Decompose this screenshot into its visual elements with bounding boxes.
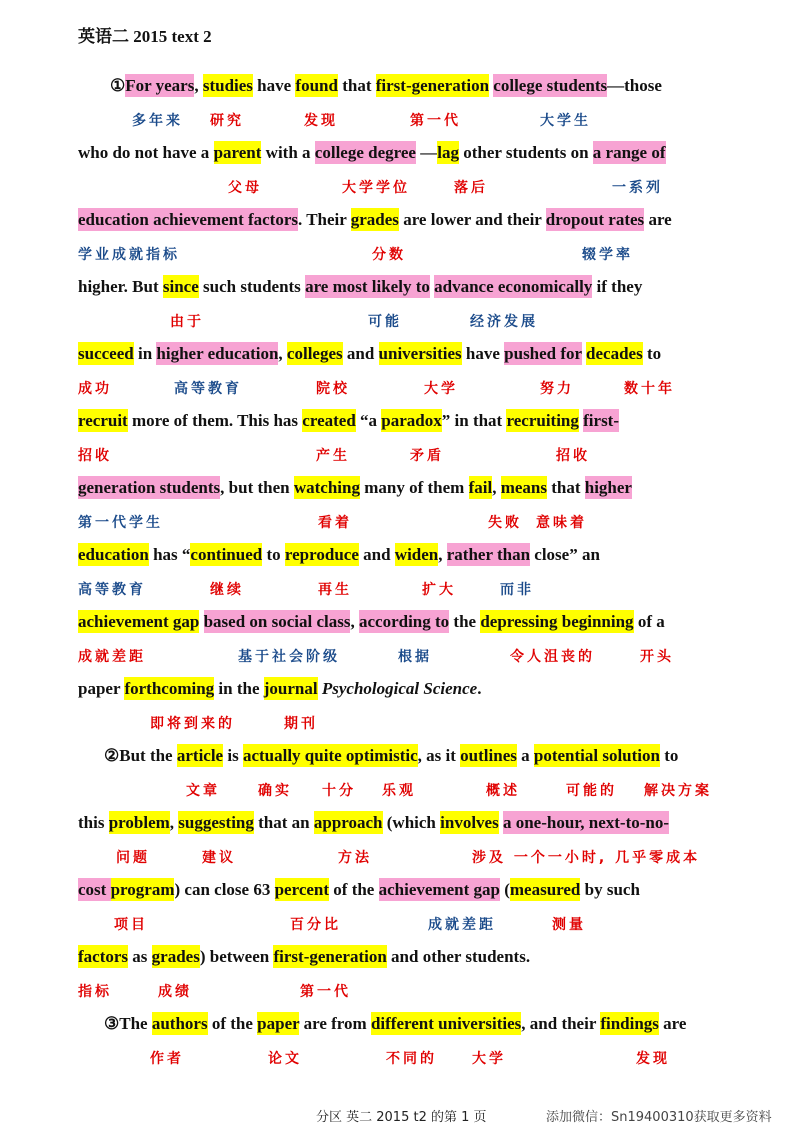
passage-text: , <box>194 76 203 95</box>
passage-text: , <box>278 344 287 363</box>
highlighted-term: suggesting <box>178 813 254 832</box>
chinese-gloss: 高等教育 <box>78 582 146 598</box>
passage-text: — <box>415 143 438 162</box>
highlighted-term: parent <box>213 143 262 162</box>
chinese-gloss: 可能 <box>368 314 402 330</box>
passage-text: of the <box>329 880 379 899</box>
chinese-gloss: 学业成就指标 <box>78 247 180 263</box>
highlighted-term: advance economically <box>434 277 593 296</box>
highlighted-term: based on social class <box>203 612 351 631</box>
chinese-gloss: 即将到来的 <box>150 716 235 732</box>
passage-text: , as it <box>417 746 461 765</box>
highlighted-term: problem <box>108 813 170 832</box>
highlighted-term: paradox <box>381 411 442 430</box>
passage-text: as <box>128 947 152 966</box>
highlighted-term: higher <box>584 478 632 497</box>
highlighted-term: succeed <box>78 344 134 363</box>
highlighted-term: journal <box>263 679 318 698</box>
passage-text: . <box>477 679 482 698</box>
chinese-gloss: 不同的 <box>386 1051 437 1067</box>
passage-text: of the <box>207 1014 258 1033</box>
passage-text: in <box>133 344 157 363</box>
highlighted-term: first- <box>583 411 620 430</box>
passage-line <box>104 744 780 768</box>
chinese-gloss: 第一代 <box>410 113 461 129</box>
passage-text: that <box>546 478 585 497</box>
passage-line <box>78 543 780 567</box>
passage-text: that an <box>253 813 314 832</box>
passage-text: to <box>659 746 679 765</box>
highlighted-term: authors <box>151 1014 208 1033</box>
highlighted-term: cost <box>78 880 111 899</box>
chinese-gloss: 大学生 <box>540 113 591 129</box>
highlighted-term: forthcoming <box>124 679 215 698</box>
passage-text: and <box>358 545 395 564</box>
highlighted-term: colleges <box>286 344 343 363</box>
passage-text: to <box>642 344 662 363</box>
highlighted-term: findings <box>600 1014 659 1033</box>
chinese-gloss: 概述 <box>486 783 520 799</box>
chinese-gloss: 数十年 <box>624 381 675 397</box>
chinese-gloss: 项目 <box>114 917 148 933</box>
highlighted-term: found <box>295 76 338 95</box>
passage-text: and other students. <box>386 947 531 966</box>
passage-text: higher. But <box>78 277 163 296</box>
highlighted-term: first-generation <box>273 947 387 966</box>
chinese-gloss: 扩大 <box>422 582 456 598</box>
chinese-gloss: 一系列 <box>612 180 663 196</box>
highlighted-term: rather than <box>446 545 531 564</box>
chinese-gloss: 指标 <box>78 984 112 1000</box>
highlighted-term: actually quite optimistic <box>242 746 418 765</box>
passage-line <box>78 342 780 366</box>
chinese-gloss: 父母 <box>228 180 262 196</box>
chinese-gloss: 院校 <box>316 381 350 397</box>
highlighted-term: achievement gap <box>378 880 500 899</box>
highlighted-term: recruit <box>78 411 128 430</box>
chinese-gloss: 招收 <box>78 448 112 464</box>
chinese-gloss: 努力 <box>540 381 574 397</box>
chinese-gloss: 第一代 <box>300 984 351 1000</box>
highlighted-term: since <box>162 277 199 296</box>
highlighted-term: reproduce <box>284 545 359 564</box>
passage-text: has “ <box>148 545 191 564</box>
passage-text: more of them. This has <box>127 411 303 430</box>
chinese-gloss: 而非 <box>500 582 534 598</box>
highlighted-term: college students <box>493 76 608 95</box>
passage-text: if they <box>592 277 643 296</box>
passage-text <box>199 610 203 633</box>
highlighted-term: are most likely to <box>305 277 430 296</box>
highlighted-term: continued <box>190 545 263 564</box>
chinese-gloss: 发现 <box>304 113 338 129</box>
chinese-gloss: 成就差距 <box>428 917 496 933</box>
highlighted-term: percent <box>274 880 330 899</box>
passage-text: in the <box>214 679 264 698</box>
chinese-gloss: 辍学率 <box>582 247 633 263</box>
chinese-gloss: 解决方案 <box>644 783 712 799</box>
highlighted-term: involves <box>440 813 499 832</box>
chinese-gloss: 开头 <box>640 649 674 665</box>
highlighted-term: fail <box>468 478 493 497</box>
passage-text: such students <box>198 277 306 296</box>
chinese-gloss: 发现 <box>636 1051 670 1067</box>
chinese-gloss: 经济发展 <box>470 314 538 330</box>
page-title: 英语二 2015 text 2 <box>78 27 212 46</box>
passage-text: , but then <box>220 478 294 497</box>
chinese-gloss: 再生 <box>318 582 352 598</box>
passage-text: ) between <box>199 947 274 966</box>
highlighted-term: measured <box>509 880 581 899</box>
highlighted-term: a range of <box>592 143 666 162</box>
chinese-gloss: 涉及 一个一小时, 几乎零成本 <box>472 850 701 866</box>
passage-text: , <box>169 813 179 832</box>
passage-text: —those <box>607 76 662 95</box>
passage-line <box>78 476 780 500</box>
chinese-gloss: 文章 <box>186 783 220 799</box>
passage-text: is <box>223 746 243 765</box>
passage-line <box>110 74 780 98</box>
chinese-gloss: 成绩 <box>158 984 192 1000</box>
chinese-gloss: 作者 <box>150 1051 184 1067</box>
chinese-gloss: 百分比 <box>290 917 341 933</box>
highlighted-term: achievement gap <box>78 612 200 631</box>
highlighted-term: generation students <box>78 478 221 497</box>
highlighted-term: paper <box>257 1014 300 1033</box>
highlighted-term: pushed for <box>504 344 582 363</box>
chinese-gloss: 期刊 <box>284 716 318 732</box>
watermark-text: 添加微信：Sn19400310获取更多资料 <box>546 1110 772 1125</box>
highlighted-term: For years <box>125 76 195 95</box>
passage-text: that <box>337 76 376 95</box>
highlighted-term: program <box>110 880 175 899</box>
passage-text: this <box>78 813 109 832</box>
chinese-gloss: 可能的 <box>566 783 617 799</box>
passage-text: (which <box>382 813 441 832</box>
passage-line <box>78 945 780 969</box>
passage-text: ① <box>110 76 126 95</box>
passage-text: ” in that <box>441 411 507 430</box>
highlighted-term: watching <box>293 478 360 497</box>
passage-text: have <box>461 344 505 363</box>
chinese-gloss: 由于 <box>170 314 204 330</box>
chinese-gloss: 测量 <box>552 917 586 933</box>
passage-text: are from <box>299 1014 371 1033</box>
passage-text: of a <box>633 612 665 631</box>
passage-text: paper <box>78 679 125 698</box>
chinese-gloss: 大学 <box>424 381 458 397</box>
passage-text: ③The <box>104 1014 152 1033</box>
chinese-gloss: 看着 <box>318 515 352 531</box>
highlighted-term: decades <box>586 344 643 363</box>
passage-line <box>78 208 780 232</box>
passage-line <box>78 878 780 902</box>
passage-text: a <box>516 746 534 765</box>
chinese-gloss: 分数 <box>372 247 406 263</box>
chinese-gloss: 高等教育 <box>174 381 242 397</box>
chinese-gloss: 成功 <box>78 381 112 397</box>
chinese-gloss: 意味着 <box>536 515 587 531</box>
chinese-gloss: 继续 <box>210 582 244 598</box>
passage-text: are <box>644 210 672 229</box>
passage-text: Psychological Science <box>321 679 478 698</box>
highlighted-term: recruiting <box>506 411 579 430</box>
passage-text: to <box>262 545 285 564</box>
highlighted-term: potential solution <box>533 746 660 765</box>
passage-text: who do not have a <box>78 143 214 162</box>
highlighted-term: lag <box>437 143 459 162</box>
highlighted-term: education achievement factors <box>78 210 299 229</box>
passage-text: ②But the <box>104 746 177 765</box>
passage-line <box>78 275 780 299</box>
passage-text: . Their <box>298 210 351 229</box>
highlighted-term: different universities <box>370 1014 522 1033</box>
passage-text: ( <box>499 880 510 899</box>
passage-text: other students on <box>458 143 593 162</box>
chinese-gloss: 建议 <box>202 850 236 866</box>
highlighted-term: first-generation <box>375 76 490 95</box>
highlighted-term: a one-hour, next-to-no- <box>502 813 670 832</box>
highlighted-term: outlines <box>460 746 517 765</box>
chinese-gloss: 乐观 <box>382 783 416 799</box>
highlighted-term: higher education <box>156 344 279 363</box>
chinese-gloss: 研究 <box>210 113 244 129</box>
chinese-gloss: 矛盾 <box>410 448 444 464</box>
passage-text: many of them <box>359 478 469 497</box>
highlighted-term: factors <box>78 947 129 966</box>
passage-line <box>78 141 780 165</box>
highlighted-term: means <box>500 478 547 497</box>
passage-text: , <box>350 612 359 631</box>
chinese-gloss: 根据 <box>398 649 432 665</box>
highlighted-term: universities <box>378 344 462 363</box>
passage-text: have <box>252 76 296 95</box>
passage-line <box>78 610 780 634</box>
passage-line <box>104 1012 780 1036</box>
chinese-gloss: 确实 <box>258 783 292 799</box>
highlighted-term: approach <box>313 813 383 832</box>
passage-line <box>78 677 780 701</box>
chinese-gloss: 多年来 <box>132 113 183 129</box>
highlighted-term: college degree <box>314 143 416 162</box>
chinese-gloss: 基于社会阶级 <box>238 649 340 665</box>
passage-line <box>78 811 780 835</box>
chinese-gloss: 大学学位 <box>342 180 410 196</box>
passage-text: “a <box>355 411 382 430</box>
chinese-gloss: 第一代学生 <box>78 515 163 531</box>
passage-text: with a <box>261 143 315 162</box>
chinese-gloss: 失败 <box>488 515 522 531</box>
chinese-gloss: 令人沮丧的 <box>510 649 595 665</box>
chinese-gloss: 招收 <box>556 448 590 464</box>
highlighted-term: grades <box>151 947 200 966</box>
highlighted-term: article <box>176 746 224 765</box>
highlighted-term: dropout rates <box>545 210 645 229</box>
chinese-gloss: 成就差距 <box>78 649 146 665</box>
passage-text: the <box>449 612 481 631</box>
chinese-gloss: 大学 <box>472 1051 506 1067</box>
passage-text: and <box>342 344 379 363</box>
chinese-gloss: 十分 <box>322 783 356 799</box>
highlighted-term: grades <box>350 210 399 229</box>
highlighted-term: education <box>78 545 149 564</box>
highlighted-term: widen <box>394 545 439 564</box>
chinese-gloss: 论文 <box>268 1051 302 1067</box>
passage-text: close” an <box>530 545 600 564</box>
passage-line <box>78 409 780 433</box>
chinese-gloss: 问题 <box>116 850 150 866</box>
passage-text: ) can close 63 <box>174 880 275 899</box>
highlighted-term: according to <box>358 612 450 631</box>
chinese-gloss: 方法 <box>338 850 372 866</box>
highlighted-term: depressing beginning <box>480 612 634 631</box>
passage-text: by such <box>580 880 640 899</box>
highlighted-term: created <box>302 411 356 430</box>
page-footer: 分区 英二 2015 t2 的第 1 页 <box>316 1110 487 1125</box>
chinese-gloss: 产生 <box>316 448 350 464</box>
passage-text: , <box>492 478 501 497</box>
passage-text: are <box>658 1014 687 1033</box>
chinese-gloss: 落后 <box>454 180 488 196</box>
highlighted-term: studies <box>202 76 253 95</box>
passage-text: are lower and their <box>398 210 546 229</box>
passage-text: , and their <box>521 1014 601 1033</box>
passage-text: , <box>438 545 447 564</box>
